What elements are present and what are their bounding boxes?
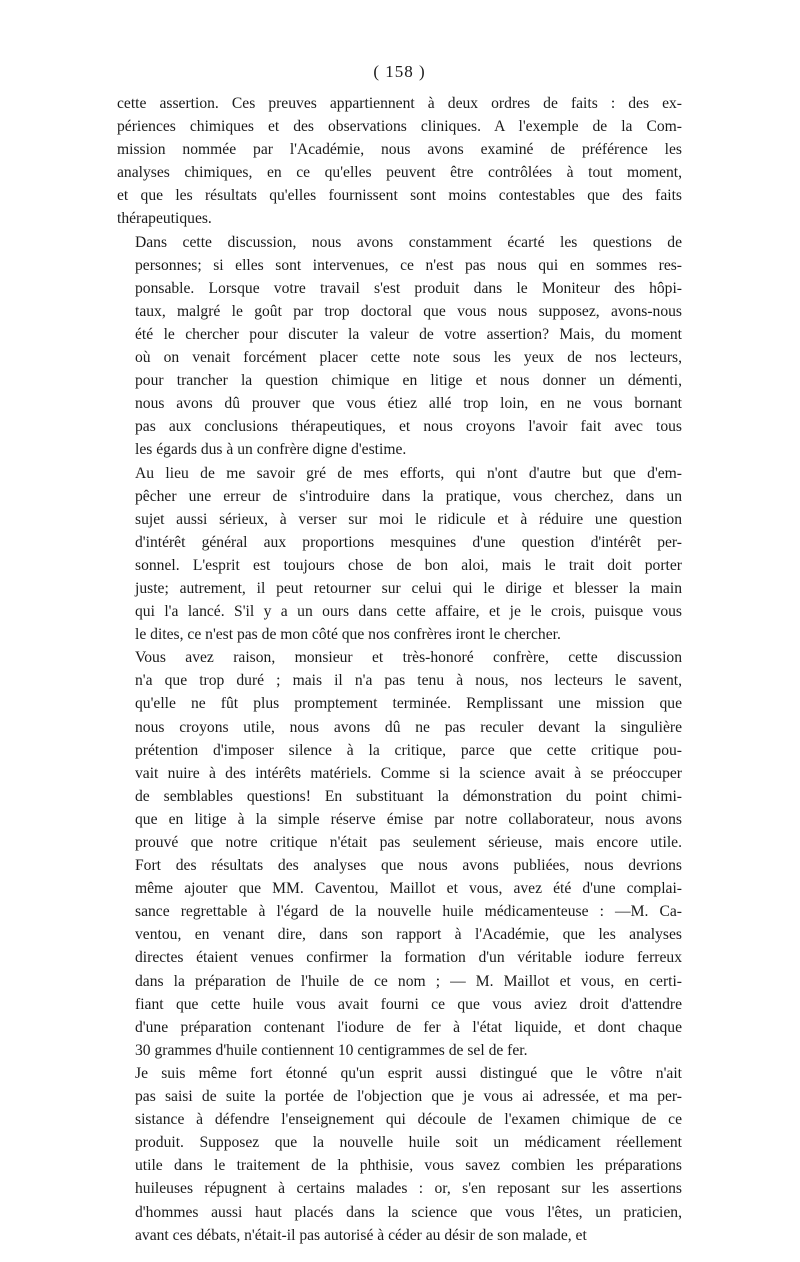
paragraph: [117, 1062, 682, 1247]
text-line: d'hommes aussi haut placés dans la science que vous l'êtes, un praticien,: [135, 1203, 682, 1221]
text-line: qui l'a lancé. S'il y a un ours dans cette affaire, et je le crois, puisque vous: [135, 603, 682, 621]
text-line: ventou, en venant dire, dans son rapport à l'Académie, que les analyses: [135, 926, 682, 944]
text-line: le dites, ce n'est pas de mon côté que nos confrères iront le chercher.: [135, 626, 561, 644]
paragraph: [117, 462, 682, 647]
text-line: dans la préparation de l'huile de ce nom ; — M. Maillot et vous, en certi-: [135, 972, 682, 990]
text-line: et que les résultats qu'elles fournissent sont moins contestables que des faits: [117, 187, 682, 205]
text-line: Je suis même fort étonné qu'un esprit aussi distingué que le vôtre n'ait: [135, 1064, 682, 1082]
text-line: d'une préparation contenant l'iodure de fer à l'état liquide, et dont chaque: [135, 1018, 682, 1036]
text-line: mission nommée par l'Académie, nous avons examiné de préférence les: [117, 141, 682, 159]
text-line: pas aux conclusions thérapeutiques, et nous croyons l'avoir fait avec tous: [135, 418, 682, 436]
text-line: Vous avez raison, monsieur et très-honoré confrère, cette discussion: [135, 649, 682, 667]
text-line: sonnel. L'esprit est toujours chose de bon aloi, mais le trait doit porter: [135, 556, 682, 574]
text-line: Dans cette discussion, nous avons constamment écarté les questions de: [135, 233, 682, 251]
text-line: d'intérêt général aux proportions mesquines d'une question d'intérêt per-: [135, 533, 682, 551]
text-line: qu'elle ne fût plus promptement terminée. Remplissant une mission que: [135, 695, 682, 713]
text-line: pour trancher la question chimique en litige et nous donner un démenti,: [135, 372, 682, 390]
text-line: nous avons dû prouver que vous étiez allé trop loin, en ne vous bornant: [135, 395, 682, 413]
text-line: sance regrettable à l'égard de la nouvelle huile médicamenteuse : —M. Ca-: [135, 903, 682, 921]
paragraph: [117, 231, 682, 462]
text-line: sujet aussi sérieux, à verser sur moi le ridicule et à réduire une question: [135, 510, 682, 528]
text-line: huileuses répugnent à certains malades : or, s'en reposant sur les assertions: [135, 1180, 682, 1198]
book-page: [117, 60, 682, 1247]
text-line: thérapeutiques.: [117, 210, 212, 228]
text-line: n'a que trop duré ; mais il n'a pas tenu à nous, nos lecteurs le savent,: [135, 672, 682, 690]
text-line: fiant que cette huile vous avait fourni ce que vous aviez droit d'attendre: [135, 995, 682, 1013]
text-line: Au lieu de me savoir gré de mes efforts, qui n'ont d'autre but que d'em-: [135, 464, 682, 482]
text-line: prouvé que notre critique n'était pas seulement sérieuse, mais encore utile.: [135, 834, 682, 851]
text-line: directes étaient venues confirmer la formation d'un véritable iodure ferreux: [135, 949, 682, 967]
text-line: de semblables questions! En substituant la démonstration du point chimi-: [135, 787, 682, 805]
text-line: 30 grammes d'huile contiennent 10 centigrammes de sel de fer.: [135, 1041, 528, 1059]
text-line: nous croyons utile, nous avons dû ne pas reculer devant la singulière: [135, 718, 682, 736]
text-line: pas saisi de suite la portée de l'objection que je vous ai adressée, et ma per-: [135, 1088, 682, 1106]
body-text: [117, 92, 682, 1247]
page-number: ( 158 ): [373, 62, 426, 81]
text-line: où on venait forcément placer cette note sous les yeux de nos lecteurs,: [135, 349, 682, 367]
text-line: que en litige à la simple réserve émise par notre collaborateur, nous avons: [135, 810, 682, 828]
text-line: pêcher une erreur de s'introduire dans la pratique, vous cherchez, dans un: [135, 487, 682, 505]
text-line: produit. Supposez que la nouvelle huile soit un médicament réellement: [135, 1134, 682, 1152]
text-line: avant ces débats, n'était-il pas autorisé à céder au désir de son malade, et: [135, 1226, 587, 1244]
text-line: taux, malgré le goût par trop doctoral que vous nous supposez, avons-nous: [135, 302, 682, 320]
text-line: utile dans le traitement de la phthisie, vous savez combien les préparations: [135, 1157, 682, 1175]
paragraph: [117, 646, 682, 1062]
text-line: même ajouter que MM. Caventou, Maillot et vous, avez été d'une complai-: [135, 880, 682, 898]
text-line: personnes; si elles sont intervenues, ce n'est pas nous qui en sommes res-: [135, 256, 682, 274]
text-line: juste; autrement, il peut retourner sur celui qui le dirige et blesser la main: [135, 579, 682, 597]
text-line: les égards dus à un confrère digne d'estime.: [135, 441, 407, 459]
text-line: sistance à défendre l'enseignement qui découle de l'examen chimique de ce: [135, 1111, 682, 1129]
text-line: été le chercher pour discuter la valeur de votre assertion? Mais, du moment: [135, 325, 682, 343]
text-line: ponsable. Lorsque votre travail s'est produit dans le Moniteur des hôpi-: [135, 279, 682, 297]
text-line: analyses chimiques, en ce qu'elles peuvent être contrôlées à tout moment,: [117, 164, 682, 182]
text-line: Fort des résultats des analyses que nous avons publiées, nous devrions: [135, 857, 682, 875]
text-line: périences chimiques et des observations cliniques. A l'exemple de la Com-: [117, 118, 682, 136]
text-line: cette assertion. Ces preuves appartiennent à deux ordres de faits : des ex-: [117, 95, 682, 112]
text-line: vait nuire à des intérêts matériels. Comme si la science avait à se préoccuper: [135, 764, 682, 782]
text-line: prétention d'imposer silence à la critique, parce que cette critique pou-: [135, 741, 682, 759]
paragraph: [117, 92, 682, 231]
